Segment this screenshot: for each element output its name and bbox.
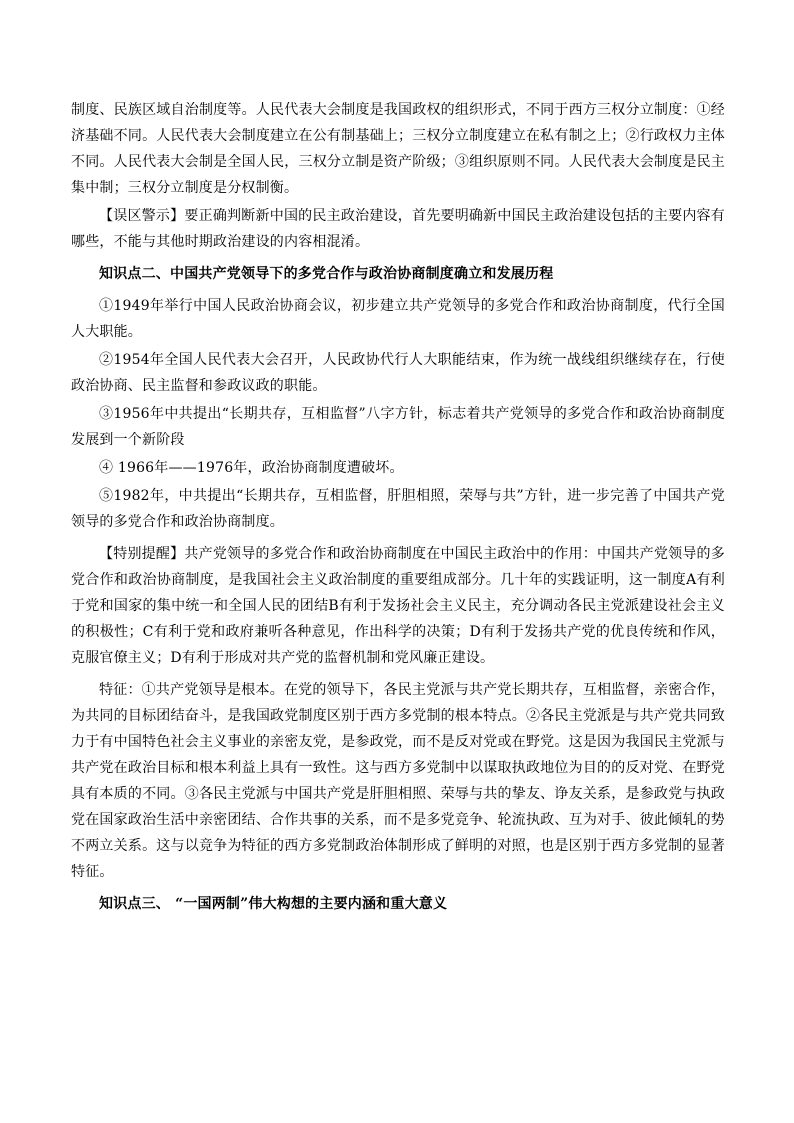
section-heading-2: 知识点二、中国共产党领导下的多党合作与政治协商制度确立和发展历程	[99, 266, 554, 282]
history-item-4: ④ 1966年——1976年，政治协商制度遭破坏。	[99, 460, 404, 476]
section-heading-3: 知识点三、 “一国两制”伟大构想的主要内涵和重大意义	[99, 896, 448, 912]
document-page	[71, 97, 725, 923]
special-reminder-paragraph: 【特别提醒】共产党领导的多党合作和政治协商制度在中国民主政治中的作用：中国共产党领导的多党合作和政治协商制度，是我国社会主义政治制度的重要组成部分。几十年的实践证明，这一制度A有利于党和国家的集中统一和全国人民的团结B有利于发扬社会主义民主，充分调动各民主党派建设社会主义的积极性；C有利于党和政府兼听各种意见，作出科学的决策；D有利于发扬共产党的优良传统和作风，克服官僚主义；D有利于形成对共产党的监督机制和党风廉正建设。	[71, 546, 725, 666]
history-item-1: ①1949年举行中国人民政治协商会议，初步建立共产党领导的多党合作和政治协商制度，代行全国人大职能。	[71, 298, 725, 340]
history-item-2: ②1954年全国人民代表大会召开，人民政协代行人大职能结束，作为统一战线组织继续存在，行使政治协商、民主监督和参政议政的职能。	[71, 352, 725, 394]
warning-paragraph: 【误区警示】要正确判断新中国的民主政治建设，首先要明确新中国民主政治建设包括的主要内容有哪些，不能与其他时期政治建设的内容相混淆。	[71, 208, 725, 250]
history-item-5: ⑤1982年，中共提出“长期共存，互相监督，肝胆相照，荣辱与共”方针，进一步完善了中国共产党领导的多党合作和政治协商制度。	[71, 488, 725, 530]
features-paragraph: 特征：①共产党领导是根本。在党的领导下，各民主党派与共产党长期共存，互相监督，亲密合作，为共同的目标团结奋斗，是我国政党制度区别于西方多党制的根本特点。②各民主党派是与共产党共同致力于有中国特色社会主义事业的亲密友党，是参政党，而不是反对党或在野党。这是因为我国民主党派与共产党在政治目标和根本利益上具有一致性。这与西方多党制中以谋取执政地位为目的的反对党、在野党具有本质的不同。③各民主党派与中国共产党是肝胆相照、荣辱与共的挚友、诤友关系，是参政党与执政党在国家政治生活中亲密团结、合作共事的关系，而不是多党竞争、轮流执政、互为对手、彼此倾轧的势不两立关系。这与以竞争为特征的西方多党制政治体制形成了鲜明的对照，也是区别于西方多党制的显著特征。	[71, 682, 725, 880]
intro-paragraph: 制度、民族区域自治制度等。人民代表大会制度是我国政权的组织形式，不同于西方三权分立制度：①经济基础不同。人民代表大会制度建立在公有制基础上；三权分立制度建立在私有制之上；②行政权力主体不同。人民代表大会制是全国人民，三权分立制是资产阶级；③组织原则不同。人民代表大会制度是民主集中制；三权分立制度是分权制衡。	[71, 102, 725, 196]
history-item-3: ③1956年中共提出“长期共存，互相监督”八字方针，标志着共产党领导的多党合作和政治协商制度发展到一个新阶段	[71, 406, 725, 448]
